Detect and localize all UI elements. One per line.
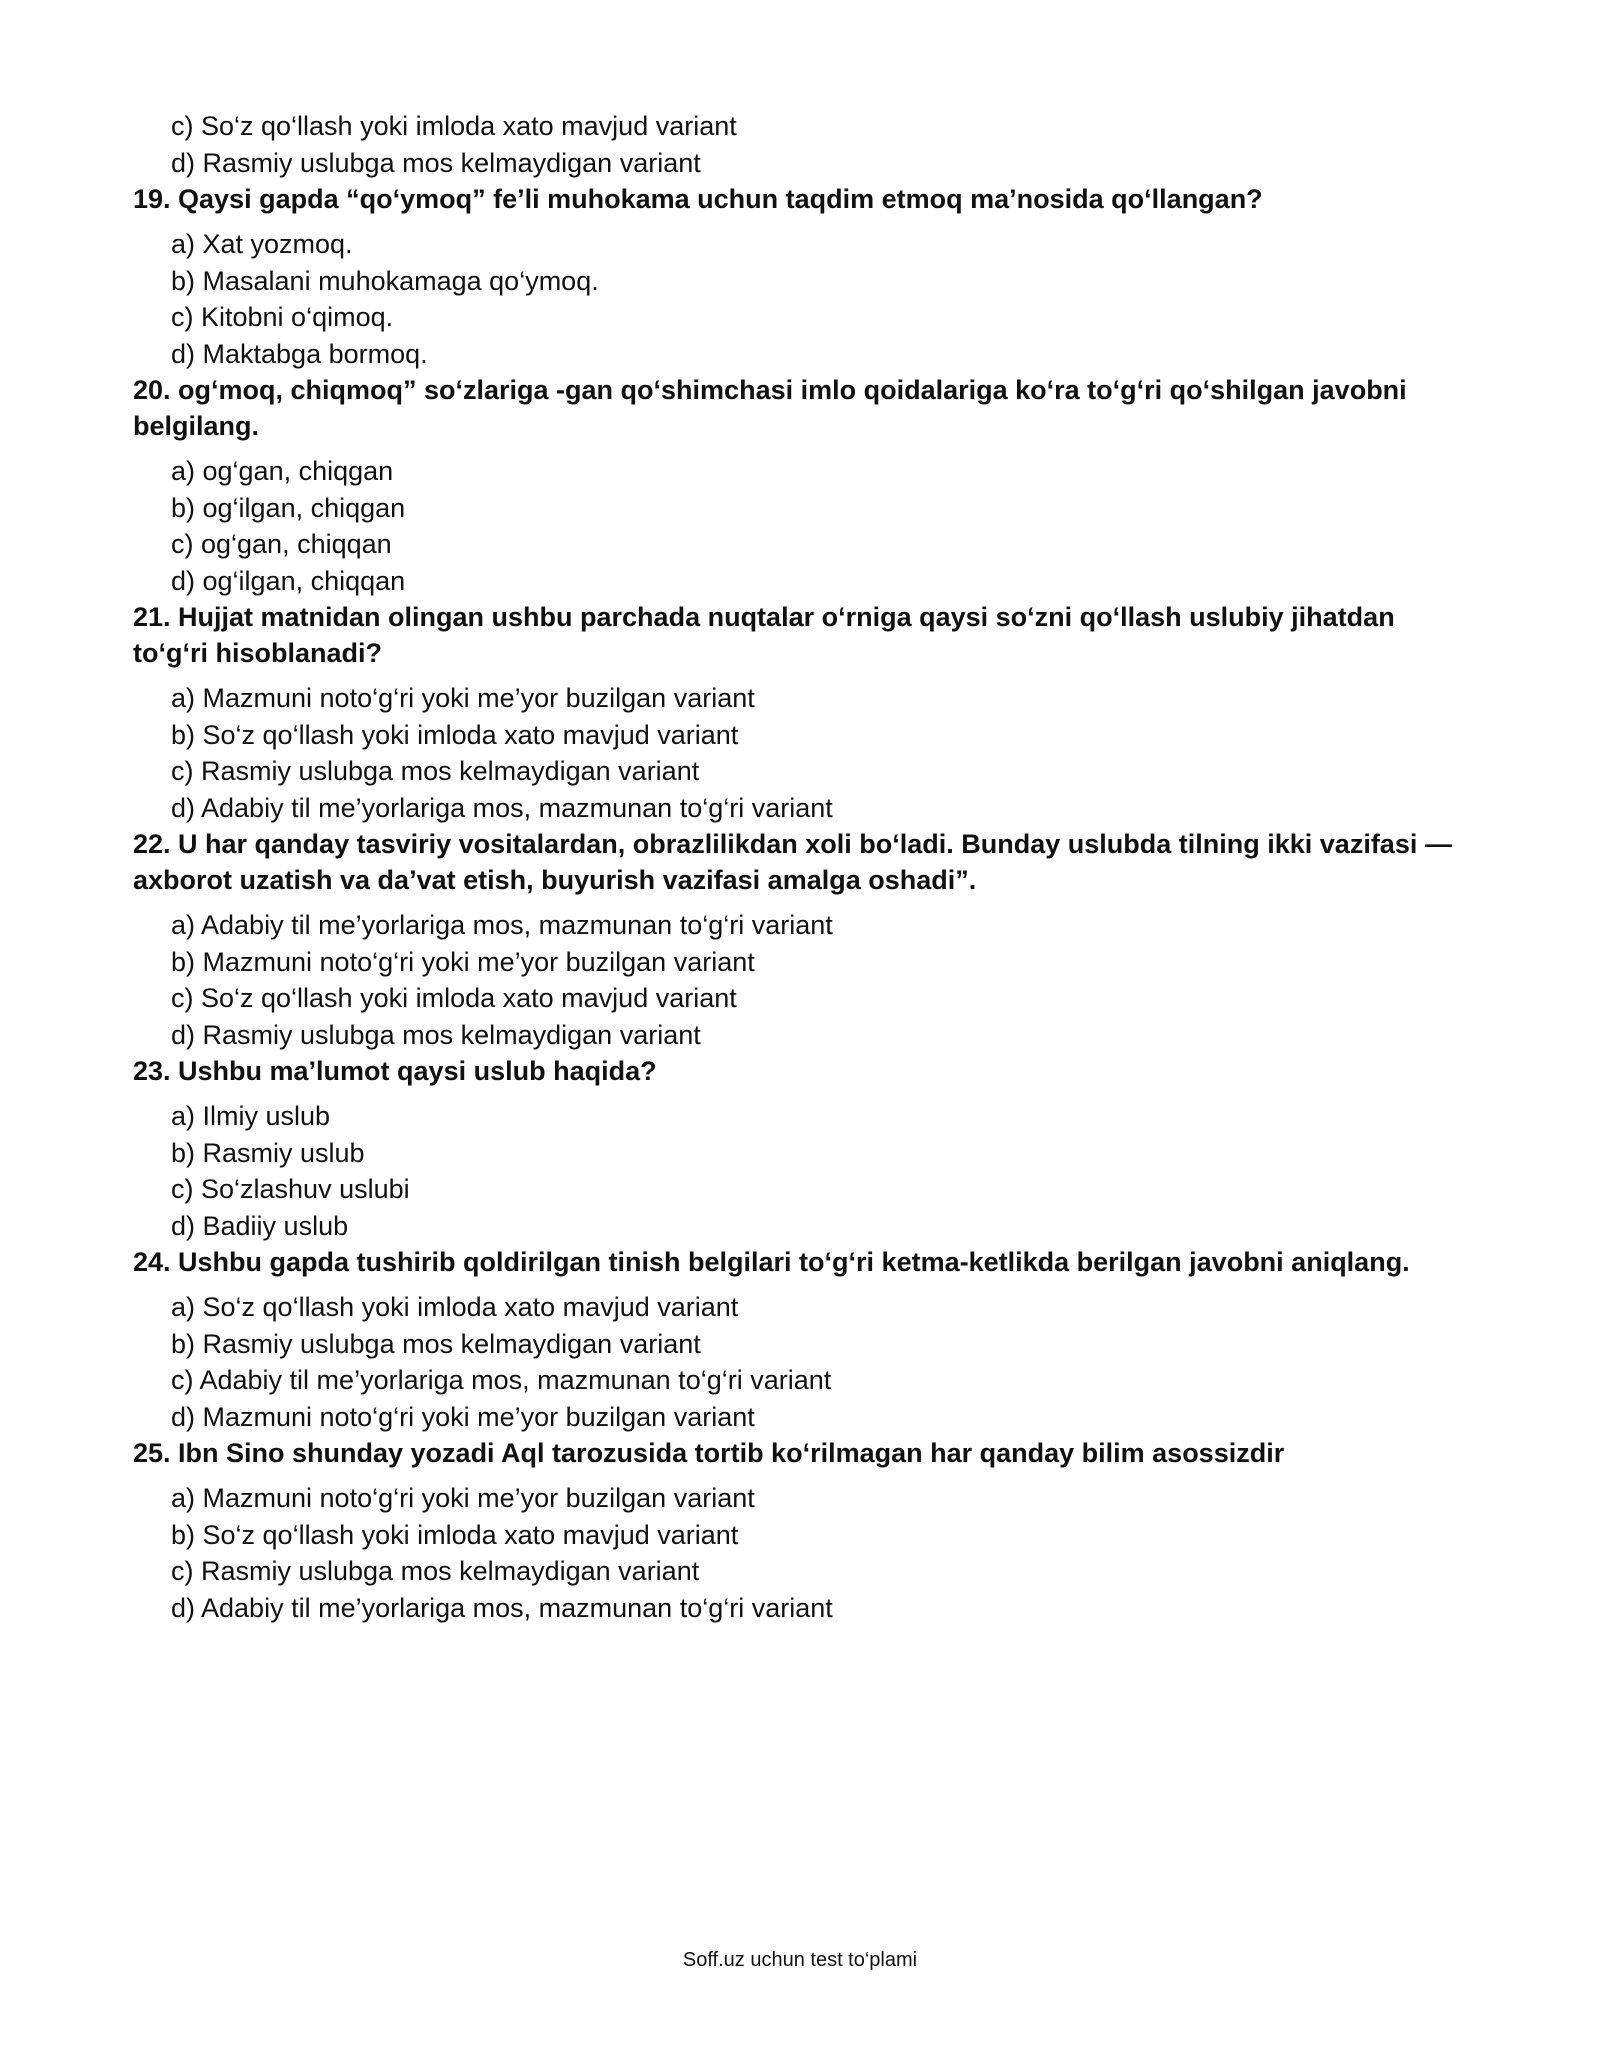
answer-option: d) Adabiy til me’yorlariga mos, mazmunan to‘g‘ri variant — [171, 1592, 833, 1623]
answer-option: a) Mazmuni noto‘g‘ri yoki me’yor buzilgan variant — [171, 1483, 755, 1513]
question-text: 22. U har qanday tasviriy vositalardan, obrazlilikdan xoli bo‘ladi. Bunday uslubda tilning ikki vazifasi — axborot uzatish va da’vat etish, buyurish vazifasi amalga oshadi”. — [133, 829, 1452, 895]
question-block — [133, 372, 1463, 599]
question-text: 25. Ibn Sino shunday yozadi Aql tarozusida tortib ko‘rilmagan har qanday bilim asossizdir — [133, 1438, 1285, 1468]
answer-option: a) So‘z qo‘llash yoki imloda xato mavjud variant — [171, 1292, 739, 1322]
answer-option: d) og‘ilgan, chiqqan — [171, 565, 406, 596]
question-block — [133, 181, 1463, 372]
answer-option: b) og‘ilgan, chiqgan — [171, 492, 406, 523]
answer-option: c) og‘gan, chiqqan — [171, 529, 392, 559]
question-text: 20. og‘moq, chiqmoq” so‘zlariga -gan qo‘shimchasi imlo qoidalariga ko‘ra to‘g‘ri qo‘shilgan javobni belgilang. — [133, 375, 1407, 441]
answer-option: b) Mazmuni noto‘g‘ri yoki me’yor buzilgan variant — [171, 946, 755, 977]
answer-option: b) Masalani muhokamaga qo‘ymoq. — [171, 265, 599, 296]
answer-option: d) Maktabga bormoq. — [171, 338, 428, 369]
answer-option: c) Kitobni o‘qimoq. — [171, 302, 394, 332]
answer-option: a) og‘gan, chiqgan — [171, 456, 394, 486]
question-block — [133, 1244, 1463, 1435]
lead-options — [133, 108, 1463, 181]
question-text: 19. Qaysi gapda “qo‘ymoq” fe’li muhokama uchun taqdim etmoq ma’nosida qo‘llangan? — [133, 184, 1263, 214]
answer-option: a) Adabiy til me’yorlariga mos, mazmunan to‘g‘ri variant — [171, 910, 833, 940]
answer-option: d) Mazmuni noto‘g‘ri yoki me’yor buzilgan variant — [171, 1401, 755, 1432]
answer-option: b) So‘z qo‘llash yoki imloda xato mavjud variant — [171, 719, 739, 750]
answer-option: b) So‘z qo‘llash yoki imloda xato mavjud variant — [171, 1519, 739, 1550]
answer-option: c) Rasmiy uslubga mos kelmaydigan variant — [171, 1556, 700, 1586]
question-block — [133, 1053, 1463, 1244]
answer-option: a) Ilmiy uslub — [171, 1101, 331, 1131]
answer-option: a) Xat yozmoq. — [171, 229, 353, 259]
question-text: 23. Ushbu ma’lumot qaysi uslub haqida? — [133, 1056, 657, 1086]
answer-option: c) So‘zlashuv uslubi — [171, 1174, 410, 1204]
question-block — [133, 826, 1463, 1053]
question-block — [133, 1435, 1463, 1626]
answer-option: d) Adabiy til me’yorlariga mos, mazmunan to‘g‘ri variant — [171, 792, 833, 823]
answer-option: c) Adabiy til me’yorlariga mos, mazmunan to‘g‘ri variant — [171, 1365, 832, 1395]
question-text: 24. Ushbu gapda tushirib qoldirilgan tinish belgilari to‘g‘ri ketma-ketlikda berilgan javobni aniqlang. — [133, 1247, 1410, 1277]
answer-option: d) Badiiy uslub — [171, 1210, 349, 1241]
page-footer: Soff.uz uchun test to‘plami — [682, 1949, 918, 1971]
question-list — [133, 108, 1463, 1626]
answer-option: a) Mazmuni noto‘g‘ri yoki me’yor buzilgan variant — [171, 683, 755, 713]
answer-option: c) So‘z qo‘llash yoki imloda xato mavjud variant — [171, 111, 737, 141]
answer-option: c) Rasmiy uslubga mos kelmaydigan variant — [171, 756, 700, 786]
answer-option: d) Rasmiy uslubga mos kelmaydigan variant — [171, 1019, 701, 1050]
question-text: 21. Hujjat matnidan olingan ushbu parchada nuqtalar o‘rniga qaysi so‘zni qo‘llash uslubiy jihatdan to‘g‘ri hisoblanadi? — [133, 602, 1395, 668]
answer-option: b) Rasmiy uslub — [171, 1137, 365, 1168]
answer-option: d) Rasmiy uslubga mos kelmaydigan variant — [171, 147, 701, 178]
answer-option: c) So‘z qo‘llash yoki imloda xato mavjud variant — [171, 983, 737, 1013]
answer-option: b) Rasmiy uslubga mos kelmaydigan variant — [171, 1328, 701, 1359]
question-block — [133, 599, 1463, 826]
